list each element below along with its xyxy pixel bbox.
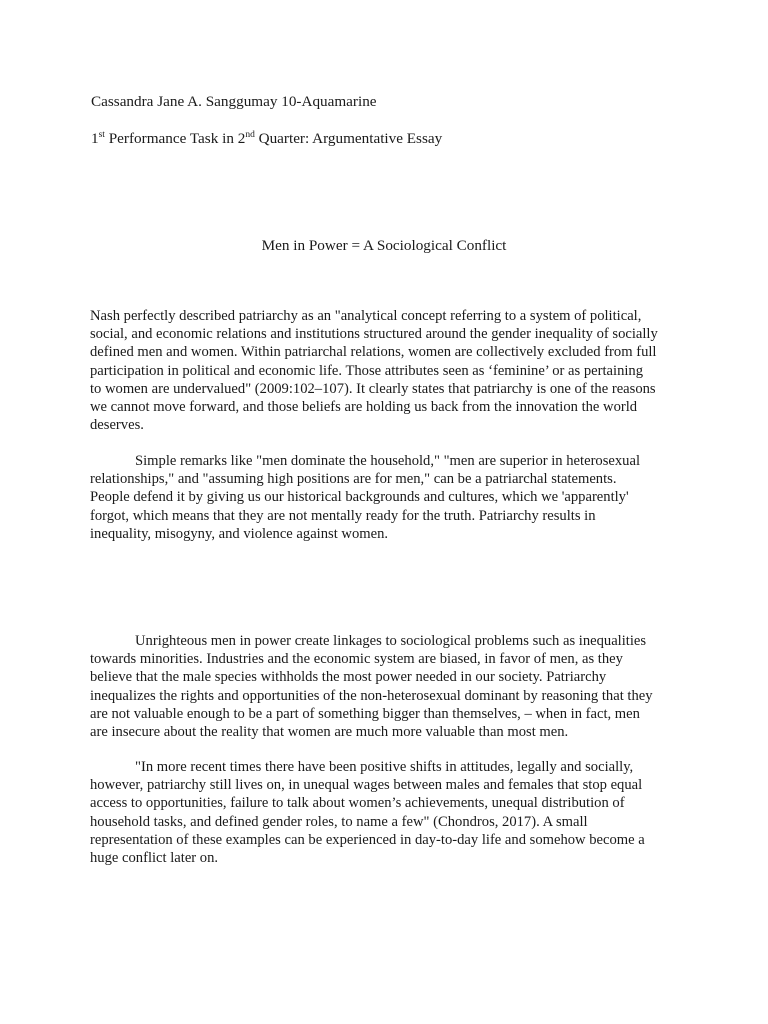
text-line: towards minorities. Industries and the economic system are biased, in favor of men, as they <box>90 651 623 668</box>
text-line: are not valuable enough to be a part of something bigger than themselves, – when in fact, men <box>90 705 640 722</box>
text-line: we cannot move forward, and those beliefs are holding us back from the innovation the world <box>90 399 638 416</box>
text-line: Unrighteous men in power create linkages to sociological problems such as inequalities <box>135 633 647 649</box>
essay-paragraph <box>90 452 676 543</box>
text-line: deserves. <box>90 417 144 434</box>
text-line: participation in political and economic life. Those attributes seen as ‘feminine’ or as pertaining <box>90 362 644 379</box>
text-line: however, patriarchy still lives on, in unequal wages between males and females that stop equal <box>90 777 643 794</box>
text-line: inequality, misogyny, and violence against women. <box>90 525 389 542</box>
text-line: forgot, which means that they are not mentally ready for the truth. Patriarchy results in <box>90 507 596 524</box>
quarter-ordinal-suffix: nd <box>245 130 255 140</box>
text-line: access to opportunities, failure to talk about women’s achievements, unequal distribution of <box>90 795 625 812</box>
text-line: "In more recent times there have been positive shifts in attitudes, legally and socially, <box>135 759 634 775</box>
task-text: Performance Task in 2 <box>104 130 246 147</box>
text-line: to women are undervalued" (2009:102–107). It clearly states that patriarchy is one of the reasons <box>90 380 656 397</box>
task-number: 1 <box>91 130 99 147</box>
task-line <box>91 130 442 148</box>
essay-paragraph <box>90 758 676 867</box>
text-line: believe that the male species withholds the most power needed in our society. Patriarchy <box>90 669 607 686</box>
task-ordinal-suffix: st <box>98 130 105 140</box>
text-line: household tasks, and defined gender roles, to name a few" (Chondros, 2017). A small <box>90 813 588 830</box>
essay-paragraph <box>90 632 676 741</box>
essay-title: Men in Power = A Sociological Conflict <box>261 237 507 254</box>
text-line: relationships," and "assuming high positions are for men," can be a patriarchal statements. <box>90 471 617 488</box>
text-line: social, and economic relations and institutions structured around the gender inequality of socially <box>90 326 658 343</box>
essay-paragraph <box>90 307 676 434</box>
author-line: Cassandra Jane A. Sanggumay 10-Aquamarine <box>91 93 377 110</box>
task-type: Quarter: Argumentative Essay <box>254 130 443 147</box>
text-line: defined men and women. Within patriarchal relations, women are collectively excluded from full <box>90 344 657 361</box>
text-line: inequalizes the rights and opportunities of the non-heterosexual dominant by reasoning that they <box>90 687 653 704</box>
text-line: Simple remarks like "men dominate the household," "men are superior in heterosexual <box>135 453 641 469</box>
text-line: Nash perfectly described patriarchy as an "analytical concept referring to a system of political, <box>90 308 642 324</box>
text-line: representation of these examples can be experienced in day-to-day life and somehow become a <box>90 831 645 848</box>
text-line: huge conflict later on. <box>90 850 219 867</box>
text-line: are insecure about the reality that women are much more valuable than most men. <box>90 724 569 741</box>
text-line: People defend it by giving us our historical backgrounds and cultures, which we 'apparently' <box>90 489 629 506</box>
